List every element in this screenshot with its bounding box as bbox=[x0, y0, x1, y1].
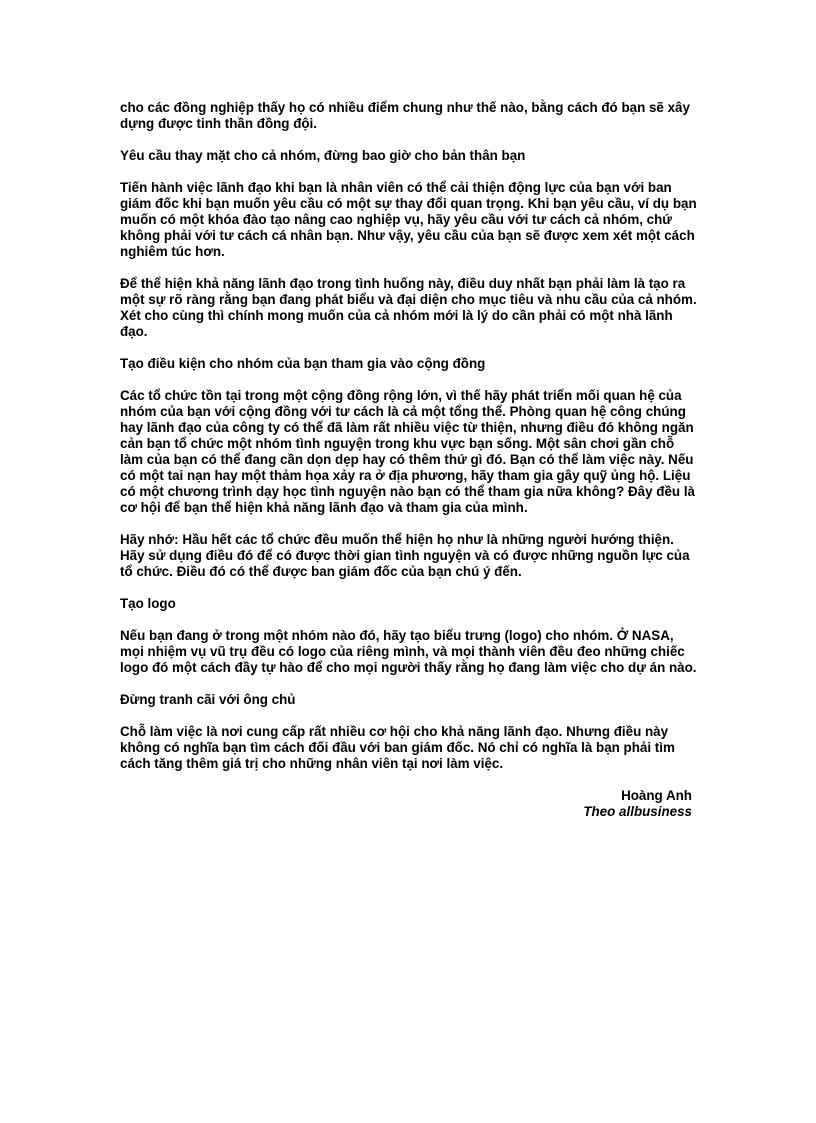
paragraph-intro-continuation: cho các đồng nghiệp thấy họ có nhiều điểm chung như thế nào, bằng cách đó bạn sẽ xây dựng được tinh thần đồng đội. bbox=[120, 100, 690, 131]
paragraph-workplace: Chỗ làm việc là nơi cung cấp rất nhiều cơ hội cho khả năng lãnh đạo. Nhưng điều này không có nghĩa bạn tìm cách đối đầu với ban giám đốc. Nó chỉ có nghĩa là bạn phải tìm cách tăng thêm giá trị cho những nhân viên tại nơi làm việc. bbox=[120, 724, 675, 771]
paragraph-show-leadership: Để thể hiện khả năng lãnh đạo trong tình huống này, điều duy nhất bạn phải làm là tạo ra một sự rõ ràng rằng bạn đang phát biểu và đại diện cho mục tiêu và nhu cầu của cả nhóm. Xét cho cùng thì chính mong muốn của cả nhóm mới là lý do cần phải có một nhà lãnh đạo. bbox=[120, 276, 697, 339]
author-name: Hoàng Anh bbox=[621, 788, 692, 803]
signature-block bbox=[120, 788, 692, 820]
paragraph-remember-note: Hãy nhớ: Hầu hết các tổ chức đều muốn thể hiện họ như là những người hướng thiện. Hãy sử dụng điều đó để có được thời gian tình nguyện và có được những nguồn lực của tổ chức. Điều đó có thể được ban giám đốc của bạn chú ý đến. bbox=[120, 532, 690, 579]
section-heading-represent-team: Yêu cầu thay mặt cho cả nhóm, đừng bao giờ cho bản thân bạn bbox=[120, 148, 526, 163]
section-heading-logo: Tạo logo bbox=[120, 596, 176, 611]
paragraph-leadership-request: Tiến hành việc lãnh đạo khi bạn là nhân viên có thể cải thiện động lực của bạn với ban giám đốc khi bạn muốn yêu cầu có một sự thay đổi quan trọng. Khi bạn yêu cầu, ví dụ bạn muốn có một khóa đào tạo nâng cao nghiệp vụ, hãy yêu cầu với tư cách cả nhóm, chứ không phải với tư cách cá nhân bạn. Như vậy, yêu cầu của bạn sẽ được xem xét một cách nghiêm túc hơn. bbox=[120, 180, 697, 259]
section-heading-community: Tạo điều kiện cho nhóm của bạn tham gia vào cộng đồng bbox=[120, 356, 486, 371]
section-heading-no-arguing: Đừng tranh cãi với ông chủ bbox=[120, 692, 296, 707]
paragraph-community: Các tổ chức tồn tại trong một cộng đồng rộng lớn, vì thế hãy phát triển mối quan hệ của nhóm của bạn với cộng đồng với tư cách là cả một tổng thể. Phòng quan hệ công chúng hay lãnh đạo của công ty có thể đã làm rất nhiều việc từ thiện, nhưng điều đó không ngăn cản bạn tổ chức một nhóm tình nguyện trong khu vực bạn sống. Một sân chơi gần chỗ làm của bạn có thể đang cần dọn dẹp hay có thêm thứ gì đó. Bạn có thể làm việc này. Nếu có một tai nạn hay một thảm họa xảy ra ở địa phương, hãy tham gia gây quỹ ủng hộ. Liệu có một chương trình dạy học tình nguyện nào bạn có thể tham gia nữa không? Đây đều là cơ hội để bạn thể hiện khả năng lãnh đạo và tham gia của mình. bbox=[120, 388, 695, 515]
paragraph-logo: Nếu bạn đang ở trong một nhóm nào đó, hãy tạo biểu trưng (logo) cho nhóm. Ở NASA, mọi nhiệm vụ vũ trụ đều có logo của riêng mình, và mọi thành viên đều đeo những chiếc logo đó một cách đầy tự hào để cho mọi người thấy rằng họ đang làm việc cho dự án nào. bbox=[120, 628, 697, 675]
article-body bbox=[120, 100, 700, 820]
source-credit: Theo allbusiness bbox=[583, 804, 692, 819]
